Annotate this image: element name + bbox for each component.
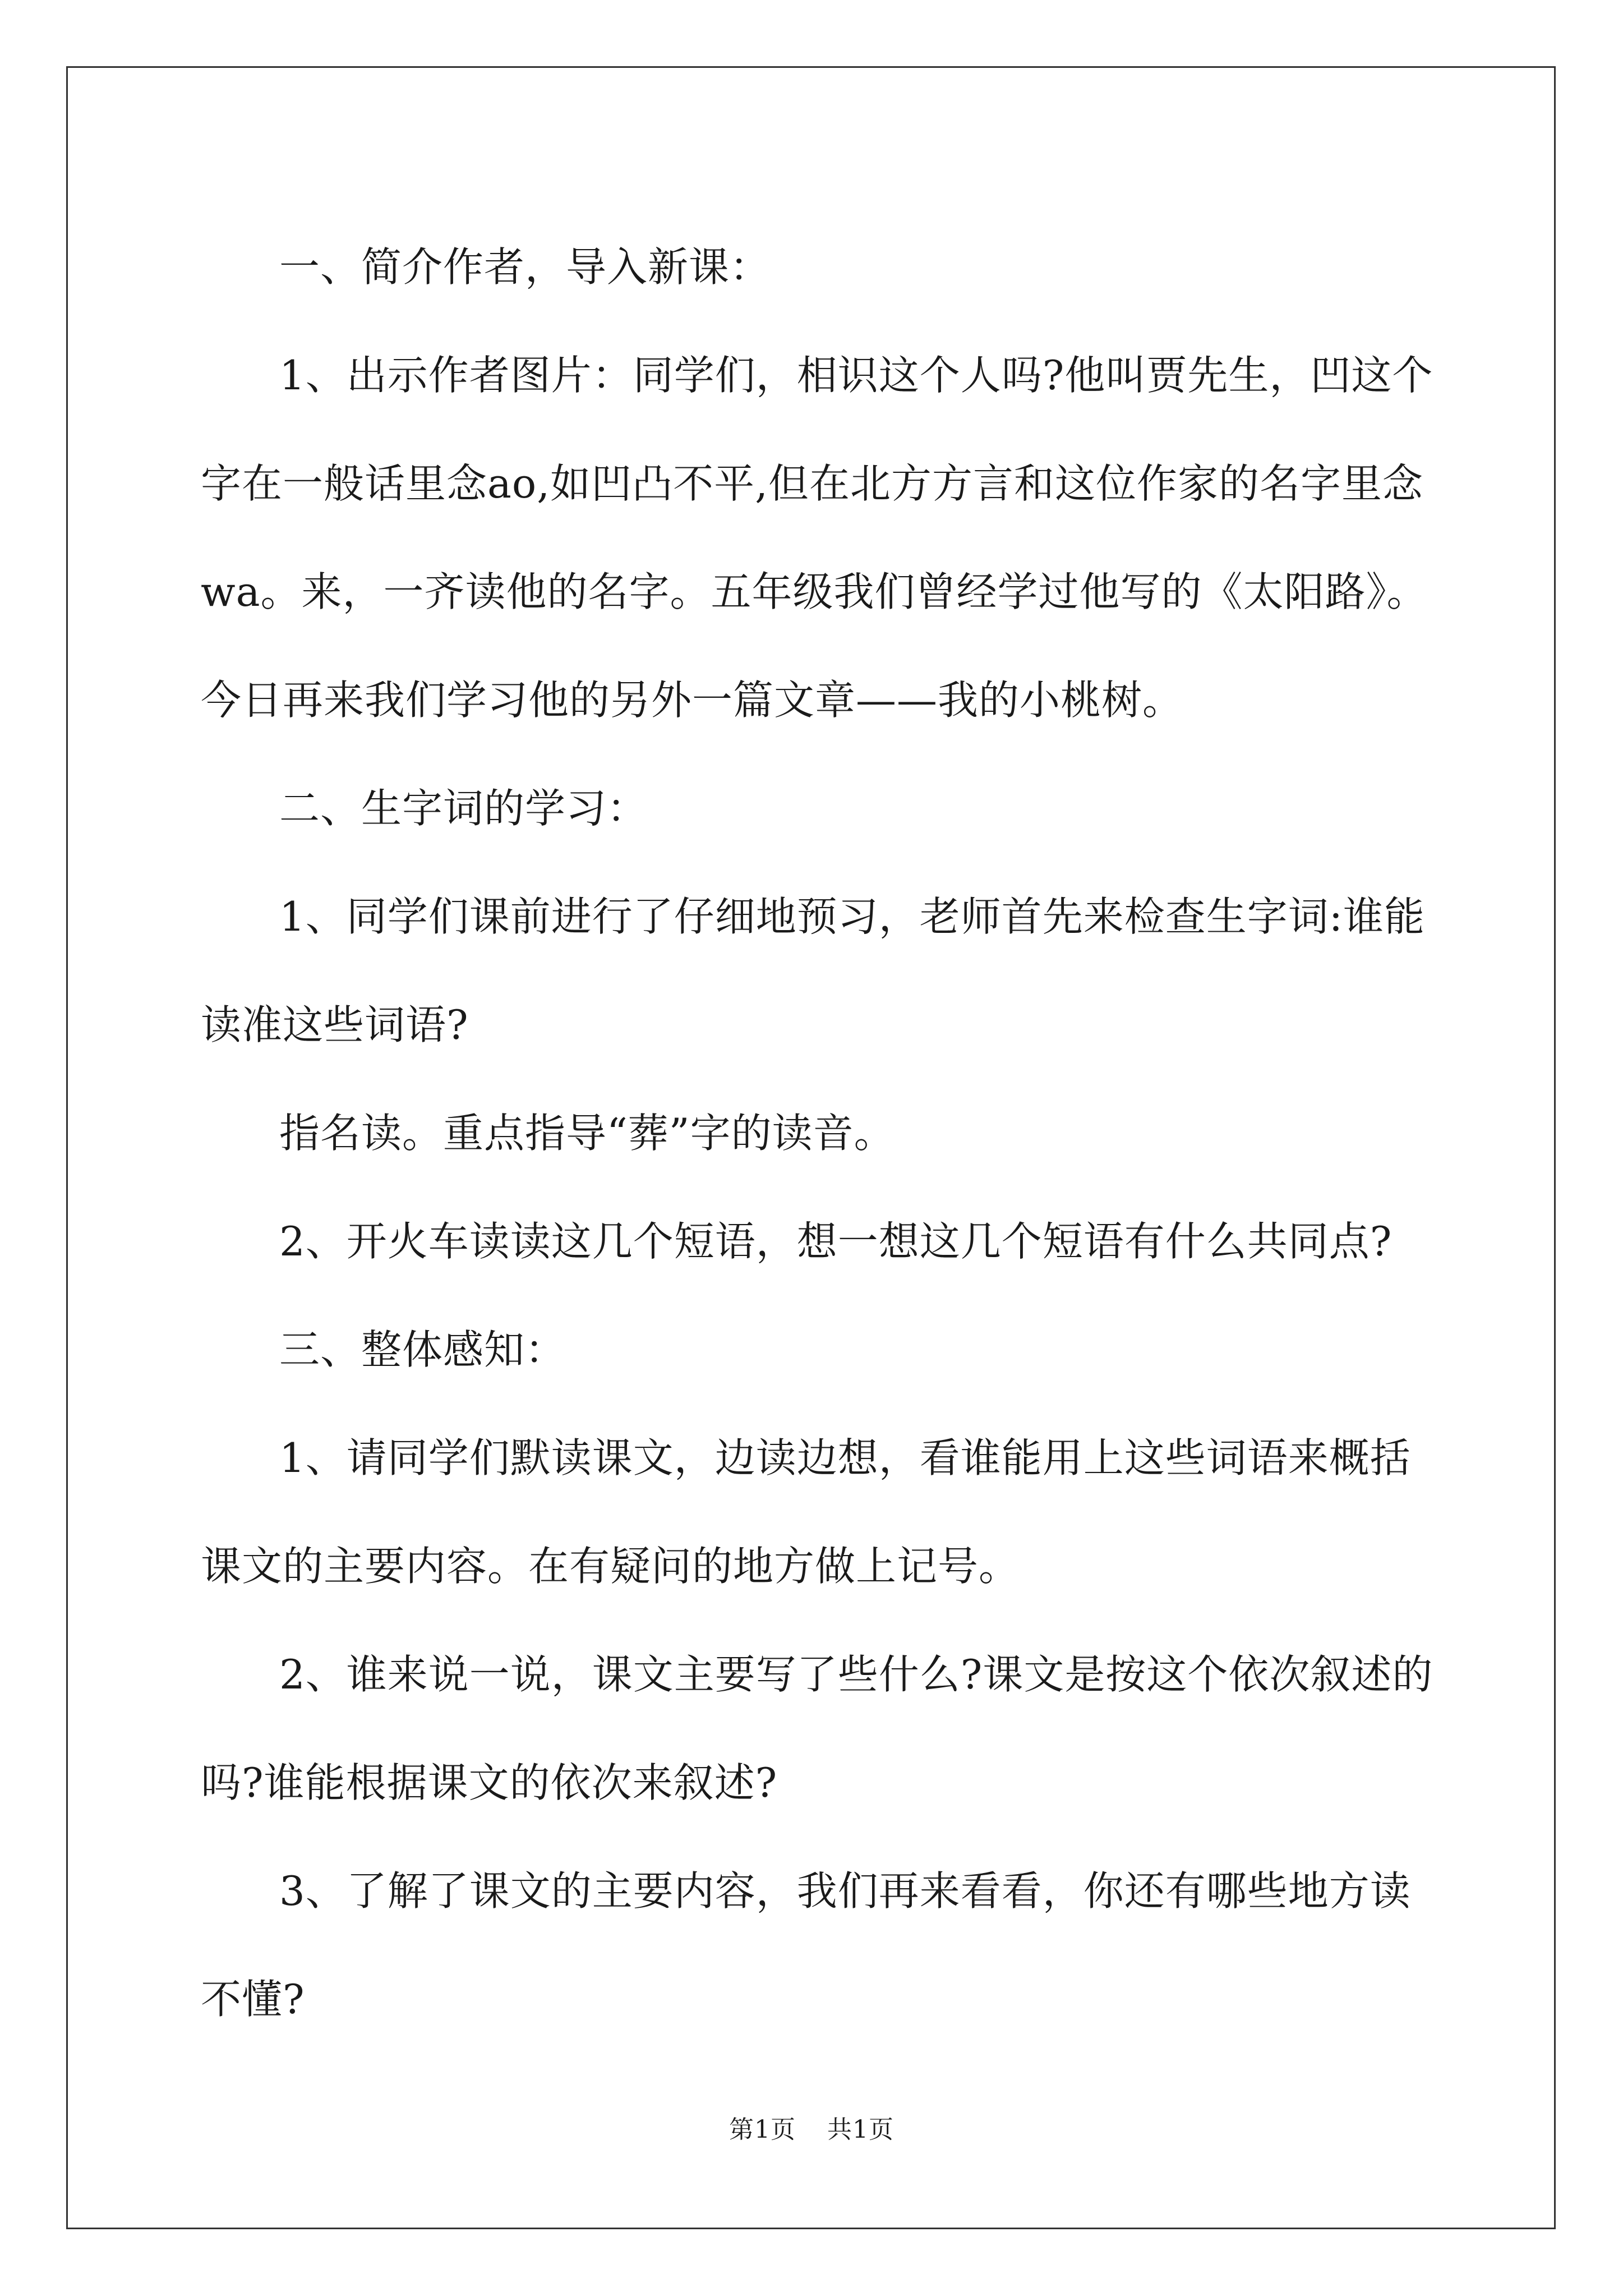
page-footer [0,2109,1623,2145]
paragraph-pronunciation: 指名读。重点指导“葬”字的读音。 [279,1110,895,1157]
section-heading-vocabulary: 二、生字词的学习： [279,785,648,832]
paragraph-questions: 3、了解了课文的主要内容，我们再来看看，你还有哪些地方读不懂? [201,1867,1411,2023]
paragraph-vocab-check: 1、同学们课前进行了仔细地预习，老师首先来检查生字词:谁能读准这些词语? [201,893,1426,1048]
section-heading-overview: 三、整体感知： [279,1326,566,1373]
paragraph-summary: 2、谁来说一说，课文主要写了些什么?课文是按这个依次叙述的吗?谁能根据课文的依次来叙述? [201,1651,1433,1806]
section-heading-intro: 一、简介作者，导入新课： [279,243,771,291]
document-body [201,213,1435,2054]
paragraph-phrases: 2、开火车读读这几个短语，想一想这几个短语有什么共同点? [279,1218,1393,1265]
paragraph-author-intro: 1、出示作者图片：同学们，相识这个人吗?他叫贾先生，凹这个字在一般话里念ao,如凹凸不平,但在北方方言和这位作家的名字里念wa。来，一齐读他的名字。五年级我们曾经学过他写的《太阳路》。今日再来我们学习他的另外一篇文章——我的小桃树。 [201,352,1433,724]
page-number: 第1页 [729,2115,796,2144]
paragraph-silent-reading: 1、请同学们默读课文，边读边想，看谁能用上这些词语来概括课文的主要内容。在有疑问的地方做上记号。 [201,1434,1411,1590]
page-total: 共1页 [827,2115,894,2144]
